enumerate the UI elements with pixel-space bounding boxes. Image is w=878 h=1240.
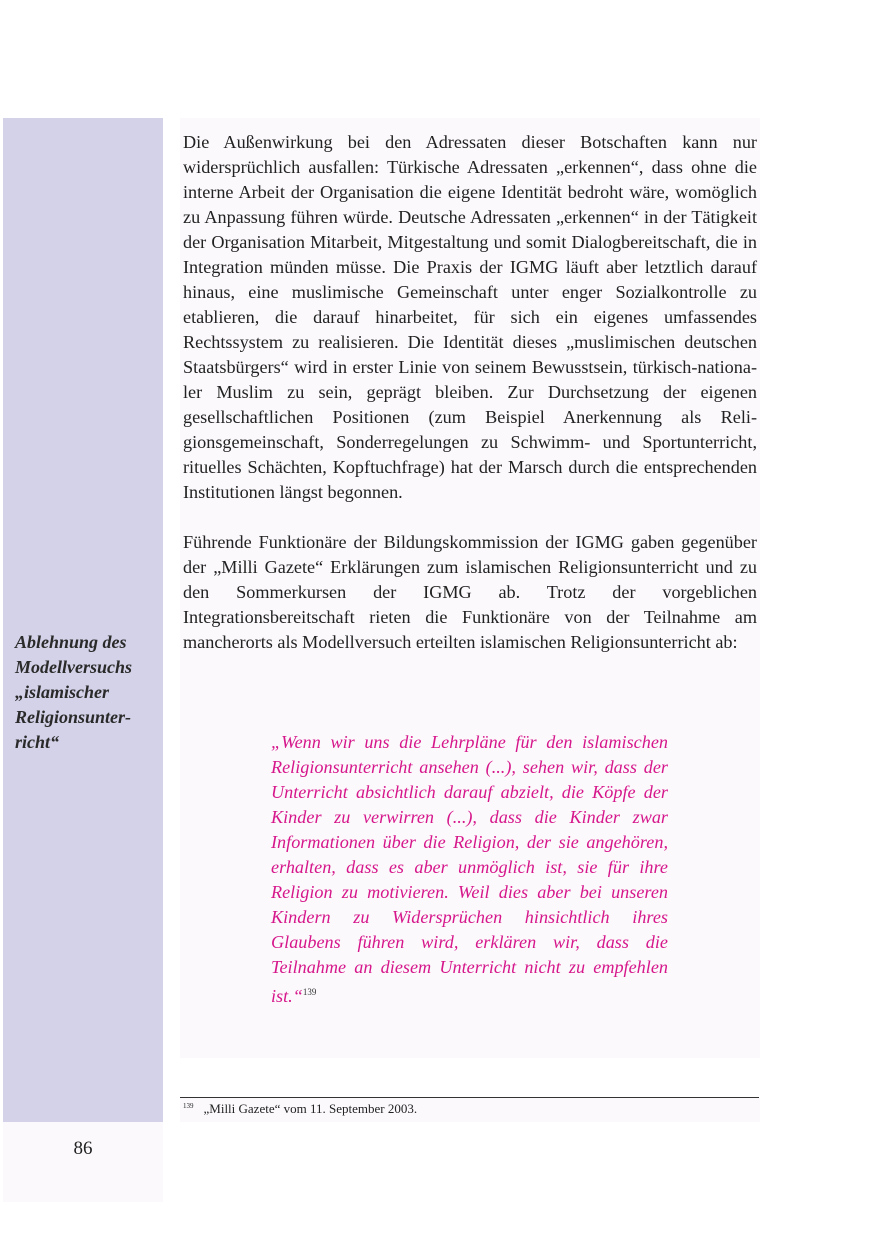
footnote-reference[interactable]: 139 — [302, 987, 317, 997]
page-number: 86 — [73, 1138, 93, 1159]
quote-text: „Wenn wir uns die Lehrpläne für den islamischen Religionsunterricht ansehen (...), sehen wir, dass der Unterricht absichtlich darauf abzielt, die Köpfe der Kinder zu verwirren (...), dass die Kinder zwar Informationen über die Religion, der sie angehören, erhalten, dass es aber unmöglich ist, sie für ihre Religion zu motivieren. Weil dies aber bei unseren Kindern zu Widersprüchen hinsichtlich ihres Glaubens führen wird, erklären wir, dass die Teilnahme an diesem Unterricht nicht zu empfehlen ist.“ — [271, 732, 668, 1006]
margin-note — [15, 630, 160, 755]
paragraph: Führende Funktionäre der Bildungskommission der IGMG gaben gegenüber der „Milli Gazete“ Erklärungen zum islamischen Religionsunterricht und zu den Sommerkursen der IGMG ab. Trotz der vorgeblichen Integrationsbereitschaft rieten die Funktionäre von der Teilnahme am mancherorts als Modellversuch erteilten islamischen Religionsunterricht ab: — [183, 532, 757, 652]
footnote-divider — [180, 1097, 759, 1098]
footnote — [183, 1101, 417, 1117]
block-quote — [271, 730, 668, 1009]
margin-note-line: Religionsunter- — [15, 707, 132, 727]
body-text — [183, 130, 757, 655]
margin-note-line: Modellversuchs — [15, 657, 132, 677]
margin-sidebar — [3, 118, 163, 1122]
margin-note-line: richt“ — [15, 732, 60, 752]
footnote-text: „Milli Gazete“ vom 11. September 2003. — [203, 1101, 418, 1116]
margin-note-line: Ablehnung des — [15, 632, 127, 652]
footnote-number: 139 — [183, 1102, 194, 1110]
page-number-box — [3, 1122, 163, 1202]
margin-note-line: „islamischer — [15, 682, 110, 702]
paragraph: Die Außenwirkung bei den Adressaten dieser Botschaften kann nur widersprüchlich ausfallen: Türkische Adressaten „erkennen“, dass ohne die interne Arbeit der Organisation die eigene Identität bedroht wäre, womöglich zu Anpassung führen würde. Deutsche Adressaten „erkennen“ in der Tätigkeit der Organisation Mitarbeit, Mitgestaltung und somit Dialogbereitschaft, die in Integration münden müsse. Die Praxis der IGMG läuft aber letztlich darauf hinaus, eine muslimische Gemeinschaft unter enger Sozialkontrolle zu etablieren, die darauf hinarbeitet, für sich ein eigenes umfassendes Rechtssystem zu realisieren. Die Identität dieses „muslimischen deutschen Staatsbürgers“ wird in erster Linie von seinem Bewusstsein, türkisch-nationaler Muslim zu sein, geprägt bleiben. Zur Durchsetzung der eigenen gesellschaftlichen Positionen (zum Beispiel Anerkennung als Religionsgemeinschaft, Sonderregelungen zu Schwimm- und Sportunterricht, rituelles Schächten, Kopftuchfrage) hat der Marsch durch die entsprechenden Institutionen längst begonnen. — [183, 132, 757, 502]
